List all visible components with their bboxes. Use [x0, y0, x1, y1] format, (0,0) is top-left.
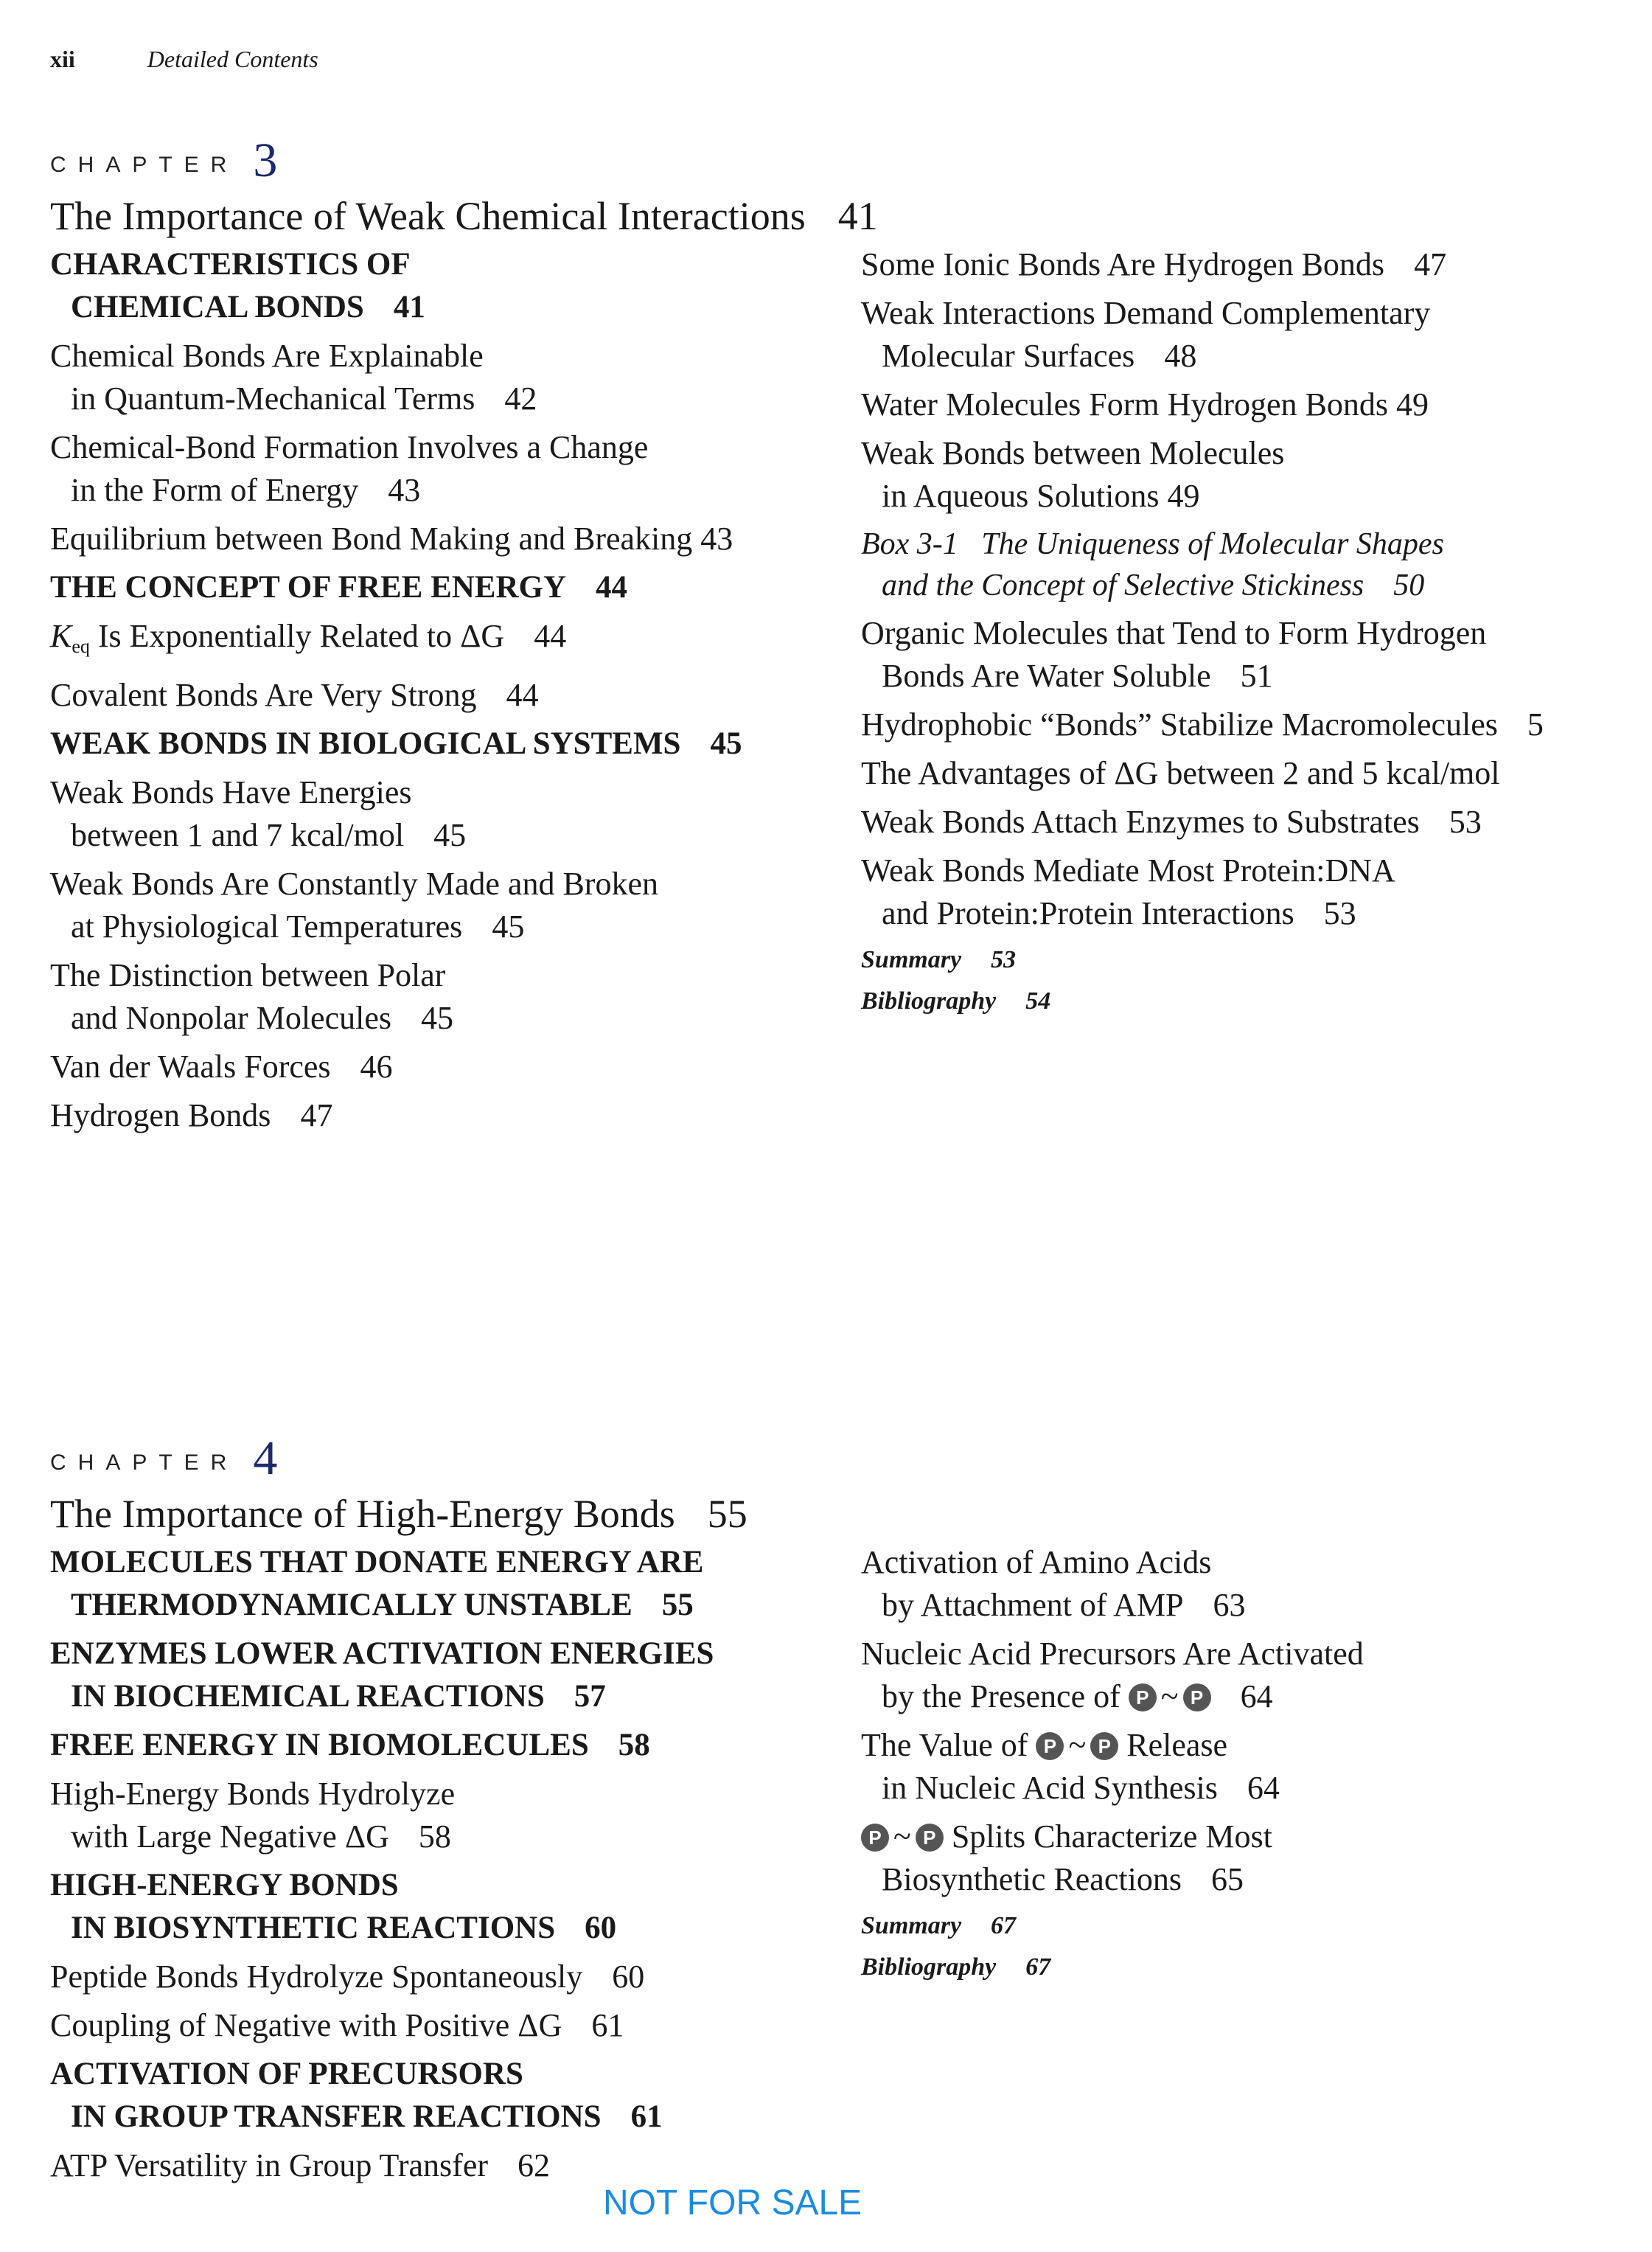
- entry-text: in Quantum-Mechanical Terms: [71, 380, 475, 417]
- page-folio: xii: [50, 46, 75, 72]
- toc-entry[interactable]: [861, 1541, 1628, 1627]
- entry-text: The Uniqueness of Molecular Shapes: [981, 527, 1444, 561]
- page-number: 53: [1323, 895, 1356, 931]
- chapter-number: 3: [253, 133, 278, 187]
- toc-entry[interactable]: [50, 771, 832, 857]
- toc-entry[interactable]: [50, 1724, 832, 1767]
- entry-text: with Large Negative ΔG: [71, 1818, 389, 1855]
- page-number: 43: [388, 472, 421, 508]
- entry-text: MOLECULES THAT DONATE ENERGY ARE: [50, 1545, 704, 1579]
- page-number: 55: [661, 1588, 694, 1622]
- toc-entry-bibliography[interactable]: [861, 982, 1628, 1021]
- page-number: 44: [506, 677, 539, 713]
- toc-entry[interactable]: [861, 292, 1628, 378]
- toc-entry[interactable]: [861, 752, 1628, 795]
- entry-text: Release: [1126, 1727, 1228, 1763]
- entry-text: ENZYMES LOWER ACTIVATION ENERGIES: [50, 1636, 714, 1671]
- toc-entry[interactable]: [861, 849, 1628, 935]
- running-head: [50, 46, 318, 73]
- chapter-label: CHAPTER: [50, 1450, 239, 1475]
- entry-text: ATP Versatility in Group Transfer: [50, 2147, 488, 2183]
- entry-text: Bibliography: [861, 1953, 997, 1981]
- toc-column-right: [861, 1541, 1628, 1989]
- toc-entry[interactable]: [50, 954, 832, 1040]
- page-number: 44: [596, 570, 628, 605]
- toc-column-right: [861, 243, 1628, 1024]
- phosphate-icon: P: [1183, 1683, 1211, 1711]
- chapter-label: CHAPTER: [50, 153, 239, 177]
- page-number: 67: [991, 1912, 1017, 1939]
- toc-entry[interactable]: [50, 1094, 832, 1137]
- page-number: 58: [618, 1728, 650, 1762]
- toc-entry[interactable]: [50, 518, 832, 560]
- toc-entry[interactable]: [50, 2004, 832, 2047]
- entry-text: Weak Interactions Demand Complementary: [861, 295, 1431, 331]
- chapter-title[interactable]: [50, 190, 1613, 242]
- toc-entry-summary[interactable]: [861, 1907, 1628, 1945]
- page-number: 53: [1449, 804, 1482, 840]
- chapter-3-block: [50, 133, 1613, 1133]
- entry-text: and Nonpolar Molecules: [71, 1000, 391, 1036]
- toc-entry[interactable]: [50, 335, 832, 420]
- page-number: 60: [585, 1911, 617, 1945]
- entry-text: CHARACTERISTICS OF: [50, 247, 411, 282]
- page-number: 50: [1393, 569, 1425, 602]
- entry-text: by the Presence of: [882, 1678, 1120, 1714]
- toc-entry[interactable]: [861, 703, 1628, 746]
- toc-entry[interactable]: [50, 723, 832, 765]
- toc-entry[interactable]: [50, 615, 832, 668]
- page-number: 62: [517, 2147, 550, 2183]
- page-number: 47: [1414, 246, 1447, 282]
- toc-entry[interactable]: [50, 674, 832, 717]
- chapter-title[interactable]: [50, 1488, 1613, 1540]
- entry-text: Summary: [861, 946, 962, 973]
- entry-text: Weak Bonds between Molecules: [861, 435, 1285, 471]
- toc-entry[interactable]: [50, 1541, 832, 1627]
- entry-text: Water Molecules Form Hydrogen Bonds: [861, 386, 1388, 423]
- tilde-symbol: ~: [1068, 1727, 1087, 1763]
- phosphate-icon: P: [1090, 1732, 1118, 1760]
- entry-text: Chemical Bonds Are Explainable: [50, 338, 484, 374]
- toc-column-left: [50, 243, 832, 1143]
- toc-entry[interactable]: [861, 801, 1628, 844]
- entry-text: Peptide Bonds Hydrolyze Spontaneously: [50, 1959, 583, 1995]
- page-number: 64: [1240, 1678, 1273, 1714]
- entry-text: Some Ionic Bonds Are Hydrogen Bonds: [861, 246, 1385, 282]
- entry-text: IN BIOSYNTHETIC REACTIONS: [71, 1911, 556, 1945]
- page-number: 49: [1396, 386, 1429, 423]
- entry-text: ACTIVATION OF PRECURSORS: [50, 2057, 523, 2091]
- entry-text: HIGH-ENERGY BONDS: [50, 1868, 399, 1902]
- entry-text: between 1 and 7 kcal/mol: [71, 817, 405, 853]
- toc-entry[interactable]: [50, 1773, 832, 1858]
- page-number: 63: [1213, 1587, 1246, 1623]
- chapter-title-text: The Importance of High-Energy Bonds: [50, 1492, 675, 1536]
- page-number: 65: [1210, 1861, 1244, 1897]
- toc-entry[interactable]: [50, 2053, 832, 2138]
- page-number: 67: [1025, 1953, 1051, 1981]
- entry-text: Coupling of Negative with Positive ΔG: [50, 2007, 562, 2043]
- entry-text: Is Exponentially Related to ΔG: [97, 618, 505, 654]
- entry-text: High-Energy Bonds Hydrolyze: [50, 1776, 456, 1812]
- toc-entry[interactable]: [50, 243, 832, 329]
- phosphate-icon: P: [861, 1824, 889, 1852]
- tilde-symbol: ~: [1160, 1678, 1179, 1714]
- page-number: 43: [700, 521, 733, 557]
- toc-entry[interactable]: [861, 243, 1628, 286]
- page-number: 61: [591, 2007, 624, 2043]
- entry-text: The Value of: [861, 1727, 1028, 1763]
- entry-text: Weak Bonds Attach Enzymes to Substrates: [861, 804, 1420, 840]
- page-number: 44: [534, 618, 567, 654]
- toc-entry[interactable]: [50, 2144, 832, 2187]
- page-number: 47: [300, 1097, 333, 1133]
- phosphate-icon: P: [1129, 1683, 1157, 1711]
- running-title: Detailed Contents: [147, 46, 318, 72]
- entry-text: WEAK BONDS IN BIOLOGICAL SYSTEMS: [50, 726, 681, 761]
- toc-entry[interactable]: [50, 1046, 832, 1088]
- entry-text: Splits Characterize Most: [951, 1818, 1272, 1855]
- toc-entry[interactable]: [861, 612, 1628, 698]
- toc-entry-bibliography[interactable]: [861, 1948, 1628, 1987]
- page-number: 53: [991, 946, 1017, 973]
- toc-entry[interactable]: [861, 432, 1628, 518]
- entry-text: Weak Bonds Have Energies: [50, 774, 412, 810]
- toc-entry[interactable]: [50, 863, 832, 948]
- page-number: 60: [612, 1959, 645, 1995]
- entry-text: THE CONCEPT OF FREE ENERGY: [50, 570, 567, 605]
- entry-text: in Aqueous Solutions: [882, 478, 1160, 514]
- entry-text: Biosynthetic Reactions: [882, 1861, 1182, 1897]
- chapter-title-text: The Importance of Weak Chemical Interactions: [50, 194, 806, 238]
- k-subscript: eq: [72, 636, 90, 657]
- entry-text: Hydrogen Bonds: [50, 1097, 271, 1133]
- entry-text: Nucleic Acid Precursors Are Activated: [861, 1636, 1364, 1672]
- page-number: 45: [433, 817, 467, 853]
- entry-text: Chemical-Bond Formation Involves a Change: [50, 429, 649, 465]
- toc-entry[interactable]: [861, 1815, 1628, 1901]
- page-number: 42: [504, 380, 537, 417]
- entry-text: Hydrophobic “Bonds” Stabilize Macromolecules: [861, 706, 1498, 743]
- toc-column-left: [50, 1541, 832, 2193]
- entry-text: CHEMICAL BONDS: [71, 290, 364, 324]
- page-number: 58: [418, 1818, 451, 1855]
- toc-entry-summary[interactable]: [861, 941, 1628, 979]
- page-number: 49: [1167, 478, 1200, 514]
- toc-entry[interactable]: [50, 1864, 832, 1950]
- entry-text: in Nucleic Acid Synthesis: [882, 1770, 1218, 1806]
- entry-text: The Advantages of ΔG between 2 and 5 kcal/mol: [861, 755, 1500, 791]
- entry-text: Bonds Are Water Soluble: [882, 658, 1211, 694]
- entry-text: Weak Bonds Are Constantly Made and Broken: [50, 866, 658, 902]
- entry-text: and the Concept of Selective Stickiness: [882, 569, 1365, 602]
- entry-text: Equilibrium between Bond Making and Breaking: [50, 521, 693, 557]
- box-label: Box 3-1: [861, 527, 958, 561]
- page-number: 48: [1164, 338, 1197, 374]
- chapter-heading: [50, 1431, 1613, 1487]
- toc-entry[interactable]: [50, 566, 832, 609]
- entry-text: Van der Waals Forces: [50, 1049, 331, 1085]
- watermark-not-for-sale: NOT FOR SALE: [603, 2183, 862, 2223]
- page-number: 55: [707, 1492, 747, 1536]
- toc-entry[interactable]: [50, 426, 832, 512]
- phosphate-icon: P: [916, 1824, 944, 1852]
- tilde-symbol: ~: [893, 1818, 911, 1855]
- entry-text: and Protein:Protein Interactions: [882, 895, 1294, 931]
- entry-text: Weak Bonds Mediate Most Protein:DNA: [861, 852, 1395, 889]
- entry-text: FREE ENERGY IN BIOMOLECULES: [50, 1728, 589, 1762]
- toc-entry[interactable]: [861, 383, 1628, 426]
- entry-text: IN BIOCHEMICAL REACTIONS: [71, 1679, 545, 1714]
- entry-text: Activation of Amino Acids: [861, 1544, 1212, 1580]
- entry-text: THERMODYNAMICALLY UNSTABLE: [71, 1588, 632, 1622]
- entry-text: The Distinction between Polar: [50, 957, 446, 993]
- entry-text: at Physiological Temperatures: [71, 908, 463, 945]
- entry-text: in the Form of Energy: [71, 472, 359, 508]
- entry-text: Covalent Bonds Are Very Strong: [50, 677, 477, 713]
- page-number: 57: [574, 1679, 606, 1714]
- chapter-number: 4: [253, 1431, 278, 1485]
- page-number: 46: [360, 1049, 393, 1085]
- chapter-heading: [50, 133, 1613, 189]
- entry-text: Summary: [861, 1912, 962, 1939]
- page-number: 5: [1527, 706, 1544, 743]
- page-number: 41: [837, 194, 878, 238]
- page-number: 51: [1240, 658, 1273, 694]
- page-number: 54: [1025, 987, 1051, 1015]
- page-number: 64: [1247, 1770, 1280, 1806]
- toc-entry[interactable]: [50, 1956, 832, 1998]
- page-number: 45: [710, 726, 742, 761]
- page-number: 45: [492, 908, 525, 945]
- page-number: 45: [421, 1000, 453, 1036]
- page-number: 41: [393, 290, 425, 324]
- phosphate-icon: P: [1036, 1732, 1064, 1760]
- entry-text: Organic Molecules that Tend to Form Hydrogen: [861, 615, 1487, 651]
- page-number: 61: [630, 2099, 663, 2134]
- k-symbol: K: [50, 618, 72, 654]
- entry-text: Bibliography: [861, 987, 997, 1015]
- toc-entry[interactable]: [861, 1724, 1628, 1810]
- chapter-4-block: [50, 1431, 1613, 2183]
- entry-text: IN GROUP TRANSFER REACTIONS: [71, 2099, 602, 2134]
- toc-entry[interactable]: [50, 1633, 832, 1718]
- toc-entry-box[interactable]: [861, 524, 1628, 606]
- entry-text: by Attachment of AMP: [882, 1587, 1184, 1623]
- entry-text: Molecular Surfaces: [882, 338, 1135, 374]
- toc-entry[interactable]: [861, 1633, 1628, 1718]
